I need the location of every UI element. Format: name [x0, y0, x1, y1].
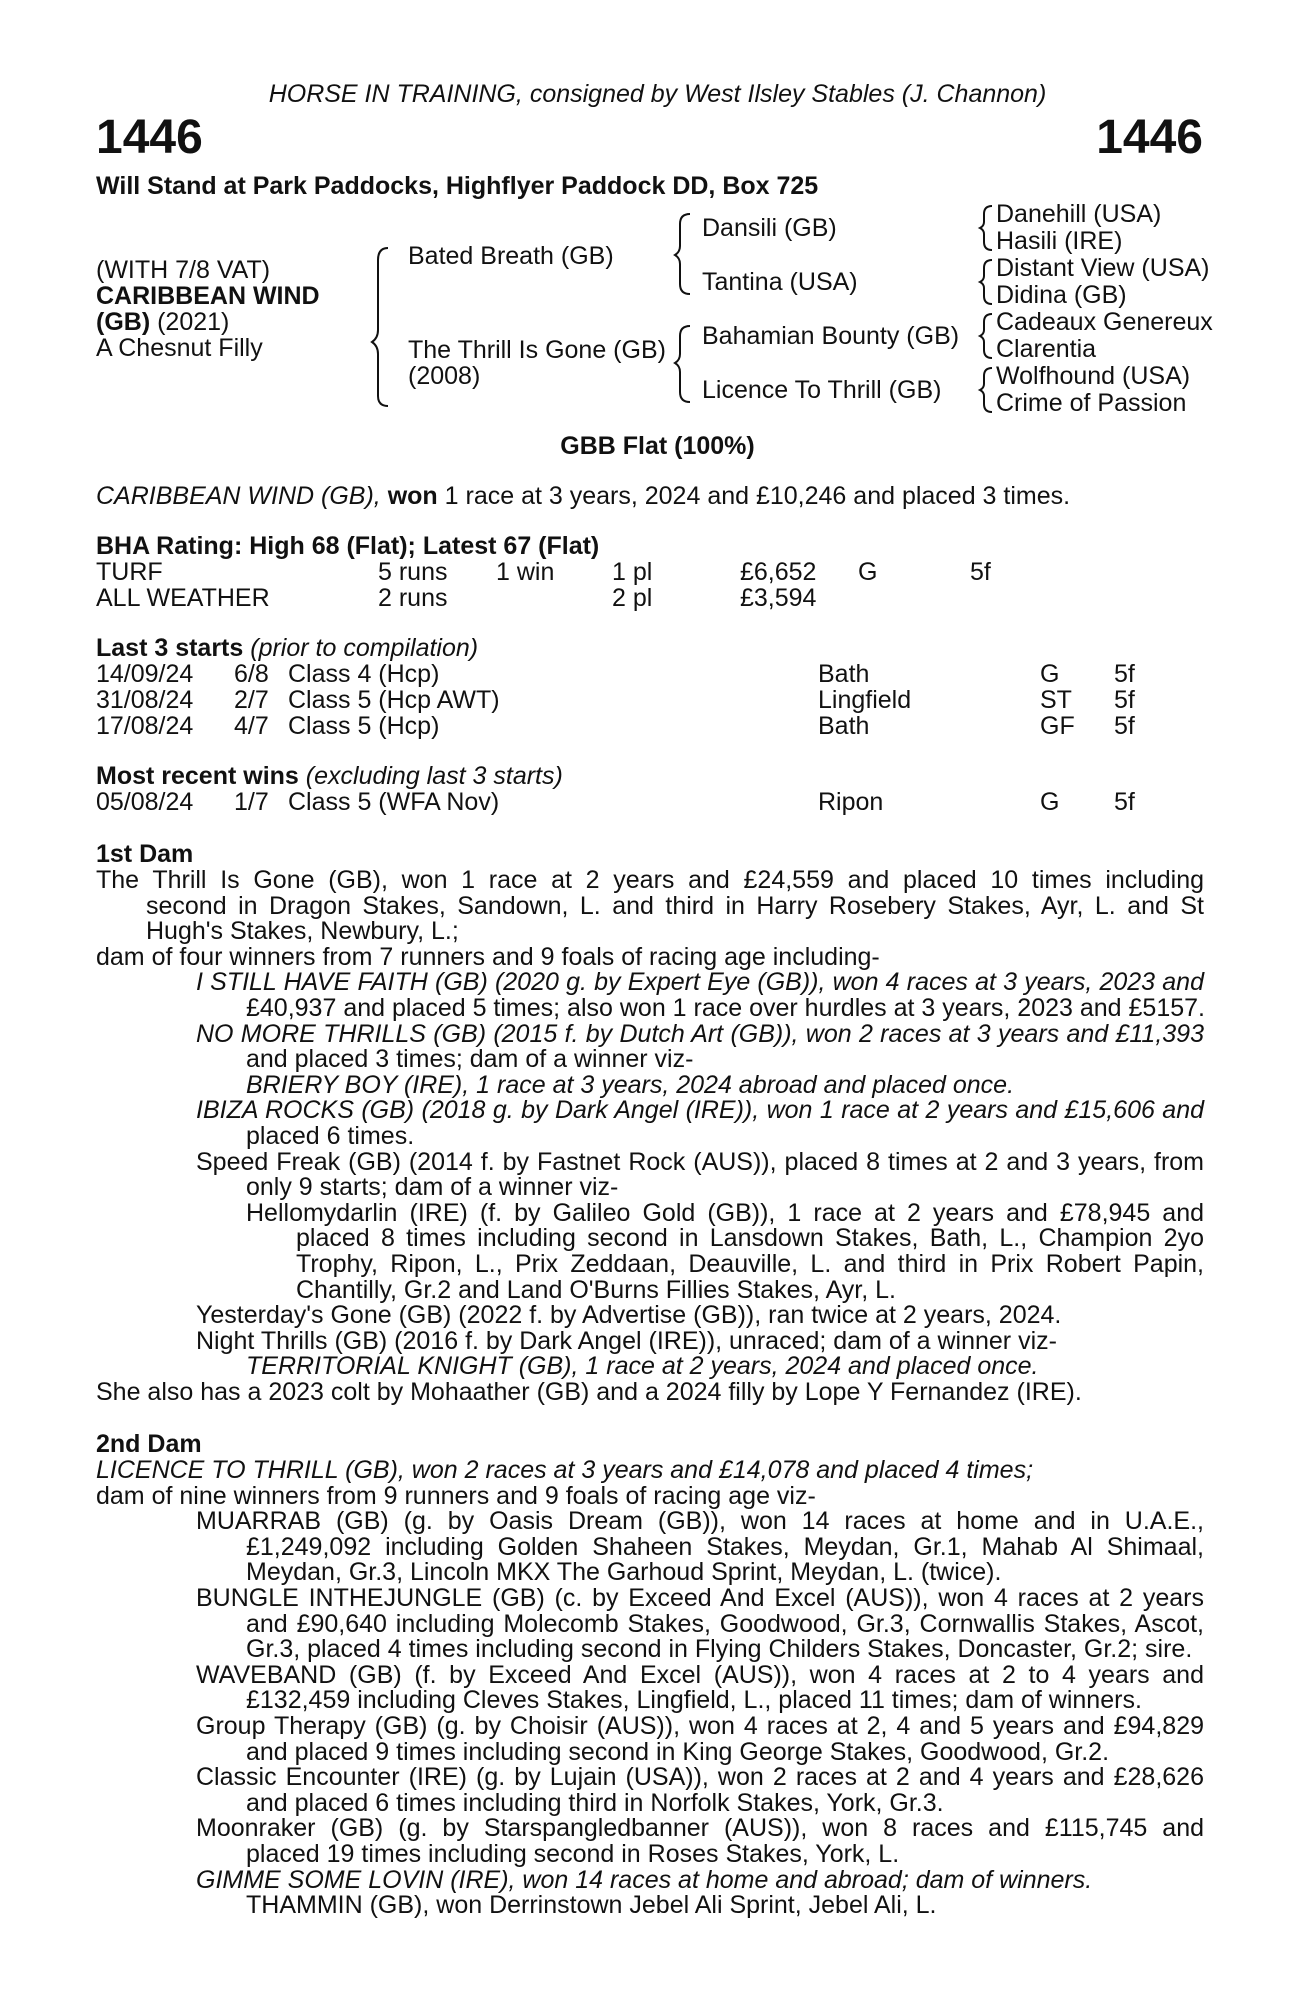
dam2-line: BUNGLE INTHEJUNGLE (GB) (c. by Exceed And Excel (AUS)), won 4 races at 2 years — [196, 1583, 1204, 1612]
dam1-line: £40,937 and placed 5 times; also won 1 race over hurdles at 3 years, 2023 and £5157. — [246, 993, 1205, 1022]
dam1-line: and placed 3 times; dam of a winner viz- — [246, 1045, 694, 1074]
dam2-line: Meydan, Gr.3, Lincoln MKX The Garhoud Sprint, Meydan, L. (twice). — [246, 1558, 1002, 1587]
gen3-6: Clarentia — [996, 335, 1097, 363]
dam-year: (2008) — [408, 362, 481, 390]
win-class: Class 5 (WFA Nov) — [288, 788, 500, 816]
win-position: 1/7 — [234, 788, 269, 816]
rating-distance: 5f — [970, 558, 991, 586]
dam1-line: Speed Freak (GB) (2014 f. by Fastnet Rock (AUS)), placed 8 times at 2 and 3 years, from — [196, 1147, 1204, 1176]
gen3-3: Distant View (USA) — [996, 254, 1210, 282]
recent-title: Most recent wins — [96, 762, 299, 790]
dam2-line: Moonraker (GB) (g. by Starspangledbanner (AUS)), won 8 races and £115,745 and — [196, 1814, 1204, 1843]
rating-runs: 2 runs — [378, 584, 448, 612]
win-distance: 5f — [1114, 788, 1135, 816]
summary-name: CARIBBEAN WIND (GB), — [96, 482, 381, 510]
dam2-line: WAVEBAND (GB) (f. by Exceed And Excel (AUS)), won 4 races at 2 to 4 years and — [196, 1660, 1204, 1689]
start-position: 2/7 — [234, 686, 269, 714]
dam1-line: dam of four winners from 7 runners and 9 foals of racing age including- — [96, 942, 880, 971]
gen3-1: Danehill (USA) — [996, 200, 1162, 228]
rating-surface: TURF — [96, 558, 163, 586]
start-position: 6/8 — [234, 660, 269, 688]
dam2-line: GIMME SOME LOVIN (IRE), won 14 races at home and abroad; dam of winners. — [196, 1865, 1093, 1894]
sire-dam: Tantina (USA) — [702, 268, 858, 296]
dam1-line: I STILL HAVE FAITH (GB) (2020 g. by Expert Eye (GB)), won 4 races at 3 years, 2023 and — [196, 968, 1204, 997]
dam1-line: placed 6 times. — [246, 1121, 415, 1150]
dam-dam: Licence To Thrill (GB) — [702, 376, 942, 404]
start-class: Class 4 (Hcp) — [288, 660, 440, 688]
dam1-line: Chantilly, Gr.2 and Land O'Burns Fillies Stakes, Ayr, L. — [296, 1275, 896, 1304]
start-date: 31/08/24 — [96, 686, 194, 714]
dam2-line: and placed 9 times including second in King George Stakes, Goodwood, Gr.2. — [246, 1737, 1110, 1766]
dam2-line: and £90,640 including Molecomb Stakes, Goodwood, Gr.3, Cornwallis Stakes, Ascot, — [246, 1609, 1204, 1638]
dam2-line: MUARRAB (GB) (g. by Oasis Dream (GB)), won 14 races at home and in U.A.E., — [196, 1507, 1204, 1536]
dam1-line: second in Dragon Stakes, Sandown, L. and third in Harry Rosebery Stakes, Ayr, L. and St — [146, 891, 1204, 920]
rating-row-aw — [96, 586, 1204, 612]
rating-runs: 5 runs — [378, 558, 448, 586]
horse-description: A Chesnut Filly — [96, 334, 263, 362]
rating-going: G — [858, 558, 878, 586]
dam2-line: Group Therapy (GB) (g. by Choisir (AUS)), won 4 races at 2, 4 and 5 years and £94,829 — [196, 1711, 1204, 1740]
start-row — [96, 714, 1204, 740]
dam1-line: BRIERY BOY (IRE), 1 race at 3 years, 2024 abroad and placed once. — [246, 1070, 1015, 1099]
rating-prize: £6,652 — [740, 558, 817, 586]
gen3-8: Crime of Passion — [996, 389, 1187, 417]
stand-location: Will Stand at Park Paddocks, Highflyer Paddock DD, Box 725 — [96, 172, 819, 200]
dam1-line: TERRITORIAL KNIGHT (GB), 1 race at 2 years, 2024 and placed once. — [246, 1352, 1039, 1381]
dam2-line: placed 19 times including second in Roses Stakes, York, L. — [246, 1839, 900, 1868]
dam2-line: Gr.3, placed 4 times including second in Flying Childers Stakes, Doncaster, Gr.2; sire. — [246, 1635, 1193, 1664]
gen3-5: Cadeaux Genereux — [996, 308, 1213, 336]
recent-note: (excluding last 3 starts) — [305, 762, 563, 790]
dam: The Thrill Is Gone (GB) — [408, 336, 666, 364]
start-going: GF — [1040, 712, 1075, 740]
summary-won: won — [387, 482, 438, 510]
dam1-line: Yesterday's Gone (GB) (2022 f. by Advertise (GB)), ran twice at 2 years, 2024. — [196, 1301, 1062, 1330]
start-row — [96, 688, 1204, 714]
rating-surface: ALL WEATHER — [96, 584, 270, 612]
dam1-line: placed 8 times including second in Lansdown Stakes, Bath, L., Champion 2yo — [296, 1224, 1204, 1253]
dam1-line: Trophy, Ripon, L., Prix Zeddaan, Deauville, L. and third in Prix Robert Papin, — [296, 1249, 1204, 1278]
start-row — [96, 662, 1204, 688]
summary-rest: 1 race at 3 years, 2024 and £10,246 and placed 3 times. — [444, 482, 1071, 510]
dam2-line: Classic Encounter (IRE) (g. by Lujain (USA)), won 2 races at 2 and 4 years and £28,626 — [196, 1763, 1204, 1792]
last3-heading — [96, 636, 478, 662]
gbb-flat: GBB Flat (100%) — [560, 432, 755, 460]
start-course: Lingfield — [818, 686, 912, 714]
rating-placed: 1 pl — [612, 558, 653, 586]
first-dam-text — [96, 868, 1204, 1405]
win-going: G — [1040, 788, 1060, 816]
race-summary — [96, 484, 1070, 510]
start-course: Bath — [818, 712, 870, 740]
rating-prize: £3,594 — [740, 584, 817, 612]
start-date: 17/08/24 — [96, 712, 194, 740]
start-distance: 5f — [1114, 712, 1135, 740]
dam1-line: Hellomydarlin (IRE) (f. by Galileo Gold (GB)), 1 race at 2 years and £78,945 and — [246, 1198, 1204, 1227]
dam2-line: and placed 6 times including third in Norfolk Stakes, York, Gr.3. — [246, 1788, 944, 1817]
dam2-line: £132,459 including Cleves Stakes, Lingfield, L., placed 11 times; dam of winners. — [246, 1686, 1142, 1715]
dam2-line: dam of nine winners from 9 runners and 9 foals of racing age viz- — [96, 1481, 816, 1510]
dam-sire: Bahamian Bounty (GB) — [702, 322, 960, 350]
dam2-line: LICENCE TO THRILL (GB), won 2 races at 3 years and £14,078 and placed 4 times; — [96, 1456, 1034, 1484]
bha-rating-heading: BHA Rating: High 68 (Flat); Latest 67 (Flat) — [96, 532, 600, 560]
start-class: Class 5 (Hcp) — [288, 712, 440, 740]
consignment-line: HORSE IN TRAINING, consigned by West Ilsley Stables (J. Channon) — [268, 80, 1047, 108]
recent-wins-heading — [96, 764, 563, 790]
rating-row-turf — [96, 560, 1204, 586]
dam2-line: THAMMIN (GB), won Derrinstown Jebel Ali Sprint, Jebel Ali, L. — [246, 1891, 937, 1920]
horse-year: (2021) — [157, 308, 230, 336]
start-distance: 5f — [1114, 660, 1135, 688]
start-class: Class 5 (Hcp AWT) — [288, 686, 500, 714]
dam1-line: Night Thrills (GB) (2016 f. by Dark Angel (IRE)), unraced; dam of a winner viz- — [196, 1326, 1057, 1355]
rating-placed: 2 pl — [612, 584, 653, 612]
win-date: 05/08/24 — [96, 788, 194, 816]
gen3-4: Didina (GB) — [996, 281, 1127, 309]
vat-note: (WITH 7/8 VAT) — [96, 256, 271, 284]
start-date: 14/09/24 — [96, 660, 194, 688]
last3-note: (prior to compilation) — [250, 634, 479, 662]
sire-sire: Dansili (GB) — [702, 214, 837, 242]
second-dam-text — [96, 1458, 1204, 1919]
horse-name: CARIBBEAN WIND — [96, 282, 320, 310]
dam1-line: IBIZA ROCKS (GB) (2018 g. by Dark Angel (IRE)), won 1 race at 2 years and £15,606 and — [196, 1096, 1204, 1125]
dam1-line: She also has a 2023 colt by Mohaather (GB) and a 2024 filly by Lope Y Fernandez (IRE). — [96, 1377, 1082, 1406]
first-dam-heading: 1st Dam — [96, 840, 194, 868]
lot-number-left: 1446 — [96, 111, 203, 164]
start-going: ST — [1040, 686, 1072, 714]
start-course: Bath — [818, 660, 870, 688]
dam1-line: only 9 starts; dam of a winner viz- — [246, 1173, 619, 1202]
win-course: Ripon — [818, 788, 884, 816]
start-going: G — [1040, 660, 1060, 688]
dam1-line: Hugh's Stakes, Newbury, L.; — [146, 917, 459, 946]
gen3-7: Wolfhound (USA) — [996, 362, 1191, 390]
start-distance: 5f — [1114, 686, 1135, 714]
dam2-line: £1,249,092 including Golden Shaheen Stakes, Meydan, Gr.1, Mahab Al Shimaal, — [246, 1532, 1204, 1561]
lot-number-right: 1446 — [1096, 111, 1203, 164]
sire: Bated Breath (GB) — [408, 242, 614, 270]
last3-title: Last 3 starts — [96, 634, 244, 662]
dam1-line: NO MORE THRILLS (GB) (2015 f. by Dutch Art (GB)), won 2 races at 3 years and £11,393 — [196, 1019, 1204, 1048]
start-position: 4/7 — [234, 712, 269, 740]
win-row — [96, 790, 1204, 816]
second-dam-heading: 2nd Dam — [96, 1430, 202, 1458]
horse-origin: (GB) — [96, 308, 151, 336]
gen3-2: Hasili (IRE) — [996, 227, 1123, 255]
rating-wins: 1 win — [496, 558, 555, 586]
dam1-line: The Thrill Is Gone (GB), won 1 race at 2 years and £24,559 and placed 10 times including — [96, 866, 1204, 894]
